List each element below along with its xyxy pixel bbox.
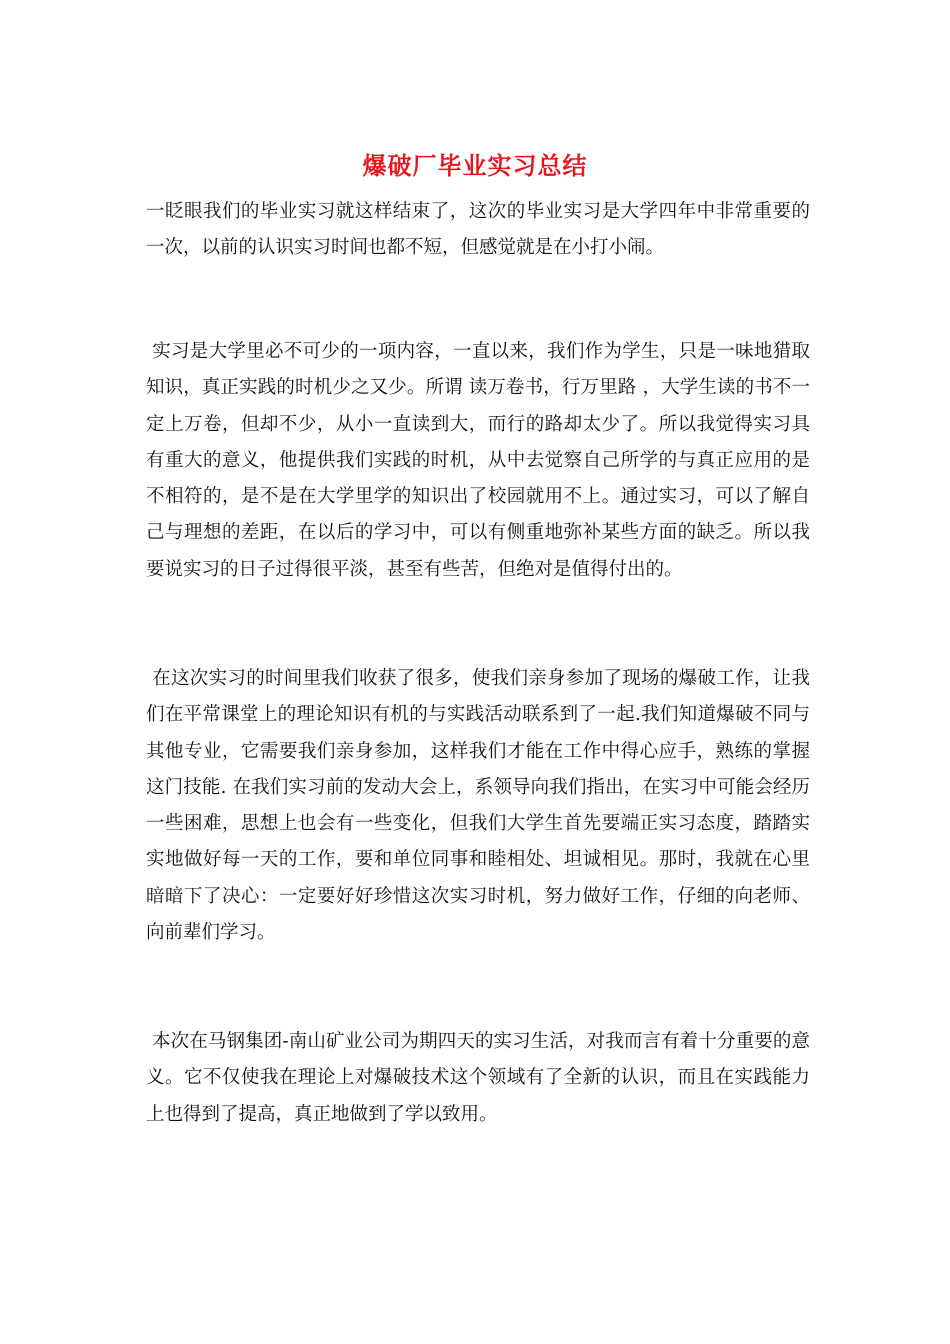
document-title: 爆破厂毕业实习总结 — [362, 152, 588, 180]
paragraph-2: 实习是大学里必不可少的一项内容，一直以来，我们作为学生，只是一味地猎取知识，真正实践的时机少之又少。所谓 读万卷书，行万里路 ，大学生读的书不一定上万卷，但却不少，从小一直读到大，而行的路却太少了。所以我觉得实习具有重大的意义，他提供我们实践的时机，从中去觉察自己所学的与真正应用的是不相符的，是不是在大学里学的知识出了校园就用不上。通过实习，可以了解自己与理想的差距，在以后的学习中，可以有侧重地弥补某些方面的缺乏。所以我要说实习的日子过得很平淡，甚至有些苦，但绝对是值得付出的。 — [146, 341, 810, 580]
paragraph-1: 一眨眼我们的毕业实习就这样结束了，这次的毕业实习是大学四年中非常重要的一次，以前的认识实习时间也都不短，但感觉就是在小打小闹。 — [146, 201, 810, 259]
paragraph-4: 本次在马钢集团-南山矿业公司为期四天的实习生活，对我而言有着十分重要的意义。它不仅使我在理论上对爆破技术这个领域有了全新的认识，而且在实践能力上也得到了提高，真正地做到了学以致用。 — [146, 1031, 810, 1125]
paragraph-3: 在这次实习的时间里我们收获了很多，使我们亲身参加了现场的爆破工作，让我们在平常课堂上的理论知识有机的与实践活动联系到了一起.我们知道爆破不同与其他专业，它需要我们亲身参加，这样我们才能在工作中得心应手，熟练的掌握这门技能. 在我们实习前的发动大会上，系领导向我们指出，在实习中可能会经历一些困难，思想上也会有一些变化，但我们大学生首先要端正实习态度，踏踏实实地做好每一天的工作，要和单位同事和睦相处、坦诚相见。那时，我就在心里暗暗下了决心：一定要好好珍惜这次实习时机，努力做好工作，仔细的向老师、向前辈们学习。 — [146, 668, 810, 944]
